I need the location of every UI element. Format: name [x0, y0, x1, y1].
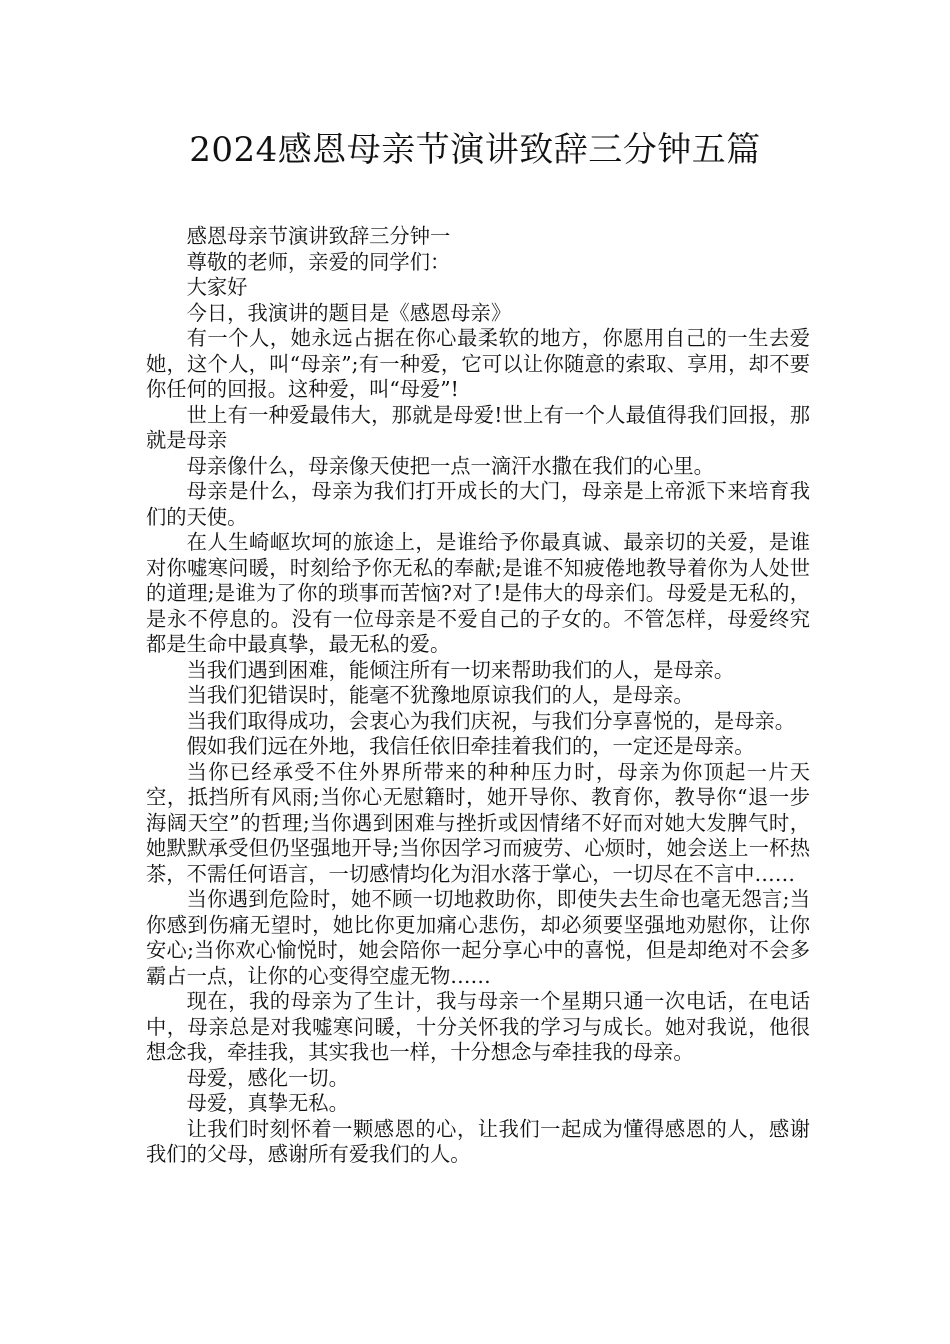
paragraph: 当我们遇到困难，能倾注所有一切来帮助我们的人，是母亲。 — [186, 657, 735, 682]
paragraph: 母爱，感化一切。 — [186, 1065, 349, 1090]
paragraph: 在人生崎岖坎坷的旅途上，是谁给予你最真诚、最亲切的关爱，是谁对你嘘寒问暖，时刻给予你无私的奉献;是谁不知疲倦地教导着你为人处世的道理;是谁为了你的琐事而苦恼?对了!是伟大的母亲们。母爱是无私的，是永不停息的。没有一位母亲是不爱自己的子女的。不管怎样，母爱终究都是生命中最真挚，最无私的爱。 — [146, 530, 810, 656]
paragraph: 母爱，真挚无私。 — [186, 1091, 349, 1115]
paragraph-section-heading: 感恩母亲节演讲致辞三分钟一 — [186, 224, 451, 248]
document-title: 2024感恩母亲节演讲致辞三分钟五篇 — [189, 130, 761, 170]
paragraph: 当你已经承受不住外界所带来的种种压力时，母亲为你顶起一片天空，抵挡所有风雨;当你心无慰籍时，她开导你、教育你，教导你“退一步海阔天空”的哲理;当你遇到困难与挫折或因情绪不好而对她大发脾气时，她默默承受但仍坚强地开导;当你因学习而疲劳、心烦时，她会送上一杯热茶，不需任何语言，一切感情均化为泪水落于掌心，一切尽在不言中…… — [146, 759, 810, 886]
paragraph: 母亲像什么，母亲像天使把一点一滴汗水撒在我们的心里。 — [186, 453, 714, 478]
paragraph: 当我们犯错误时，能毫不犹豫地原谅我们的人，是母亲。 — [186, 683, 694, 707]
paragraph-salutation: 尊敬的老师，亲爱的同学们： — [186, 249, 451, 274]
document-body — [146, 224, 810, 1168]
paragraph: 世上有一种爱最伟大，那就是母爱!世上有一个人最值得我们回报，那就是母亲 — [146, 402, 810, 452]
paragraph: 假如我们远在外地，我信任依旧牵挂着我们的，一定还是母亲。 — [186, 734, 755, 758]
paragraph: 有一个人，她永远占据在你心最柔软的地方，你愿用自己的一生去爱她，这个人，叫“母亲”;有一种爱，它可以让你随意的索取、享用，却不要你任何的回报。这种爱，叫“母爱”! — [146, 326, 810, 401]
paragraph: 当你遇到危险时，她不顾一切地救助你，即使失去生命也毫无怨言;当你感到伤痛无望时，她比你更加痛心悲伤，却必须要坚强地劝慰你，让你安心;当你欢心愉悦时，她会陪你一起分享心中的喜悦，但是却绝对不会多霸占一点，让你的心变得空虚无物…… — [146, 887, 810, 988]
paragraph-topic: 今日，我演讲的题目是《感恩母亲》 — [186, 300, 512, 325]
paragraph-closing: 让我们时刻怀着一颗感恩的心，让我们一起成为懂得感恩的人，感谢我们的父母，感谢所有爱我们的人。 — [146, 1116, 810, 1166]
paragraph-greeting: 大家好 — [186, 275, 248, 299]
paragraph: 当我们取得成功，会衷心为我们庆祝，与我们分享喜悦的，是母亲。 — [186, 708, 796, 733]
paragraph: 现在，我的母亲为了生计，我与母亲一个星期只通一次电话，在电话中，母亲总是对我嘘寒问暖，十分关怀我的学习与成长。她对我说，他很想念我，牵挂我，其实我也一样，十分想念与牵挂我的母亲。 — [146, 989, 810, 1064]
paragraph: 母亲是什么，母亲为我们打开成长的大门，母亲是上帝派下来培育我们的天使。 — [146, 479, 810, 529]
